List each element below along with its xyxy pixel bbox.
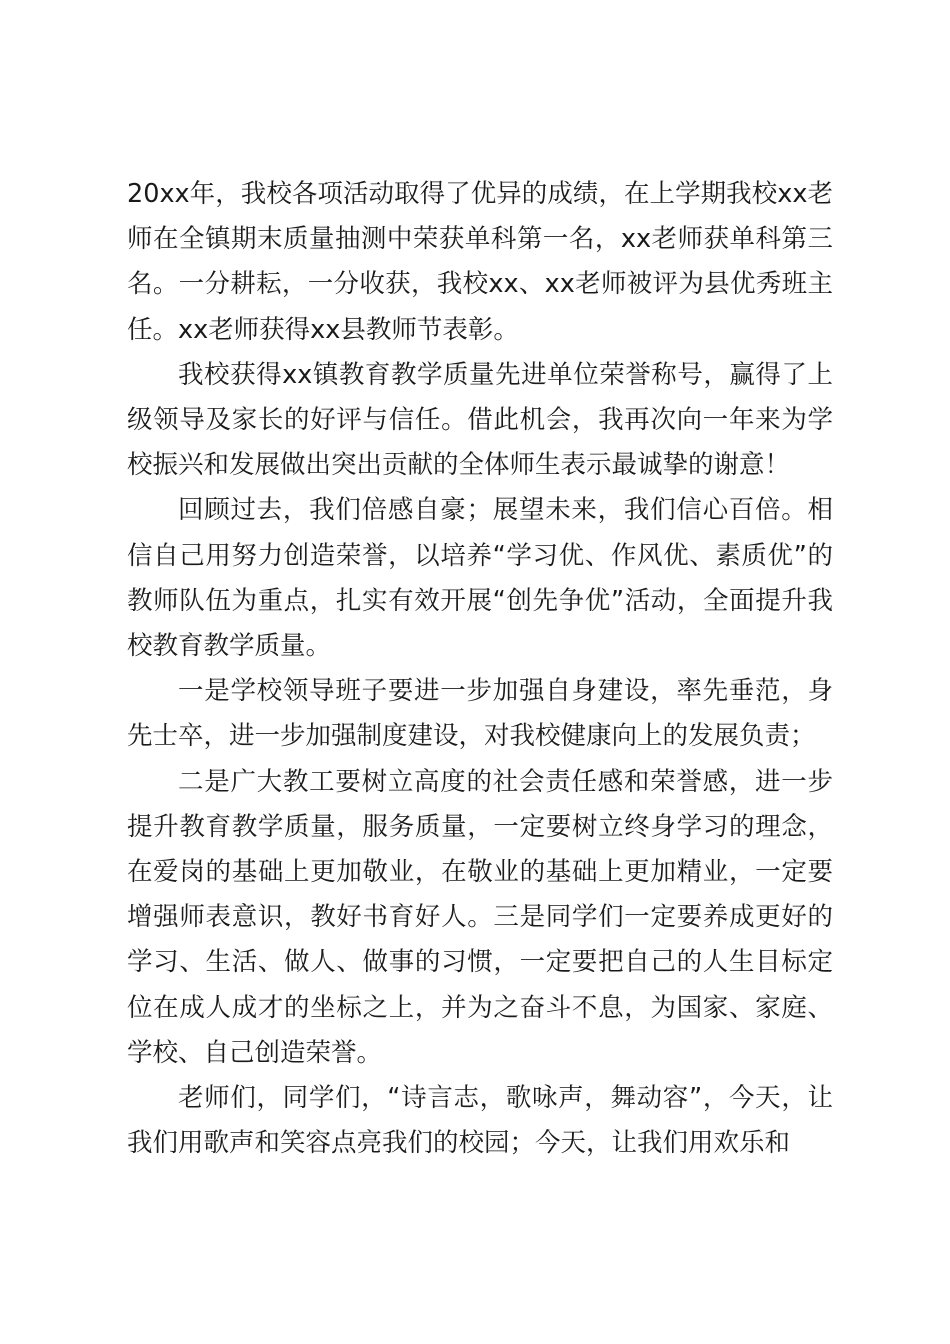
paragraph-leadership: 一是学校领导班子要进一步加强自身建设，率先垂范，身先士卒，进一步加强制度建设，对我校健康向上的发展负责； bbox=[127, 676, 833, 752]
paragraph-review-and-outlook: 回顾过去，我们倍感自豪；展望未来，我们信心百倍。相信自己用努力创造荣誉，以培养“学习优、作风优、素质优”的教师队伍为重点，扎实有效开展“创先争优”活动，全面提升我校教育教学质量。 bbox=[127, 495, 833, 662]
paragraph-staff-and-students: 二是广大教工要树立高度的社会责任感和荣誉感，进一步提升教育教学质量，服务质量，一定要树立终身学习的理念，在爱岗的基础上更加敬业，在敬业的基础上更加精业，一定要增强师表意识，教好书育好人。三是同学们一定要养成更好的学习、生活、做人、做事的习惯，一定要把自己的人生目标定位在成人成才的坐标之上，并为之奋斗不息，为国家、家庭、学校、自己创造荣誉。 bbox=[127, 766, 833, 1068]
paragraph-honor-title: 我校获得xx镇教育教学质量先进单位荣誉称号，赢得了上级领导及家长的好评与信任。借此机会，我再次向一年来为学校振兴和发展做出突出贡献的全体师生表示最诚挚的谢意！ bbox=[127, 359, 833, 481]
document-body bbox=[127, 172, 833, 1166]
paragraph-achievements: 20xx年，我校各项活动取得了优异的成绩，在上学期我校xx老师在全镇期末质量抽测中荣获单科第一名，xx老师获单科第三名。一分耕耘，一分收获，我校xx、xx老师被评为县优秀班主任。xx老师获得xx县教师节表彰。 bbox=[127, 179, 833, 345]
paragraph-closing: 老师们，同学们，“诗言志，歌咏声，舞动容”，今天，让我们用歌声和笑容点亮我们的校园；今天，让我们用欢乐和 bbox=[127, 1083, 833, 1159]
